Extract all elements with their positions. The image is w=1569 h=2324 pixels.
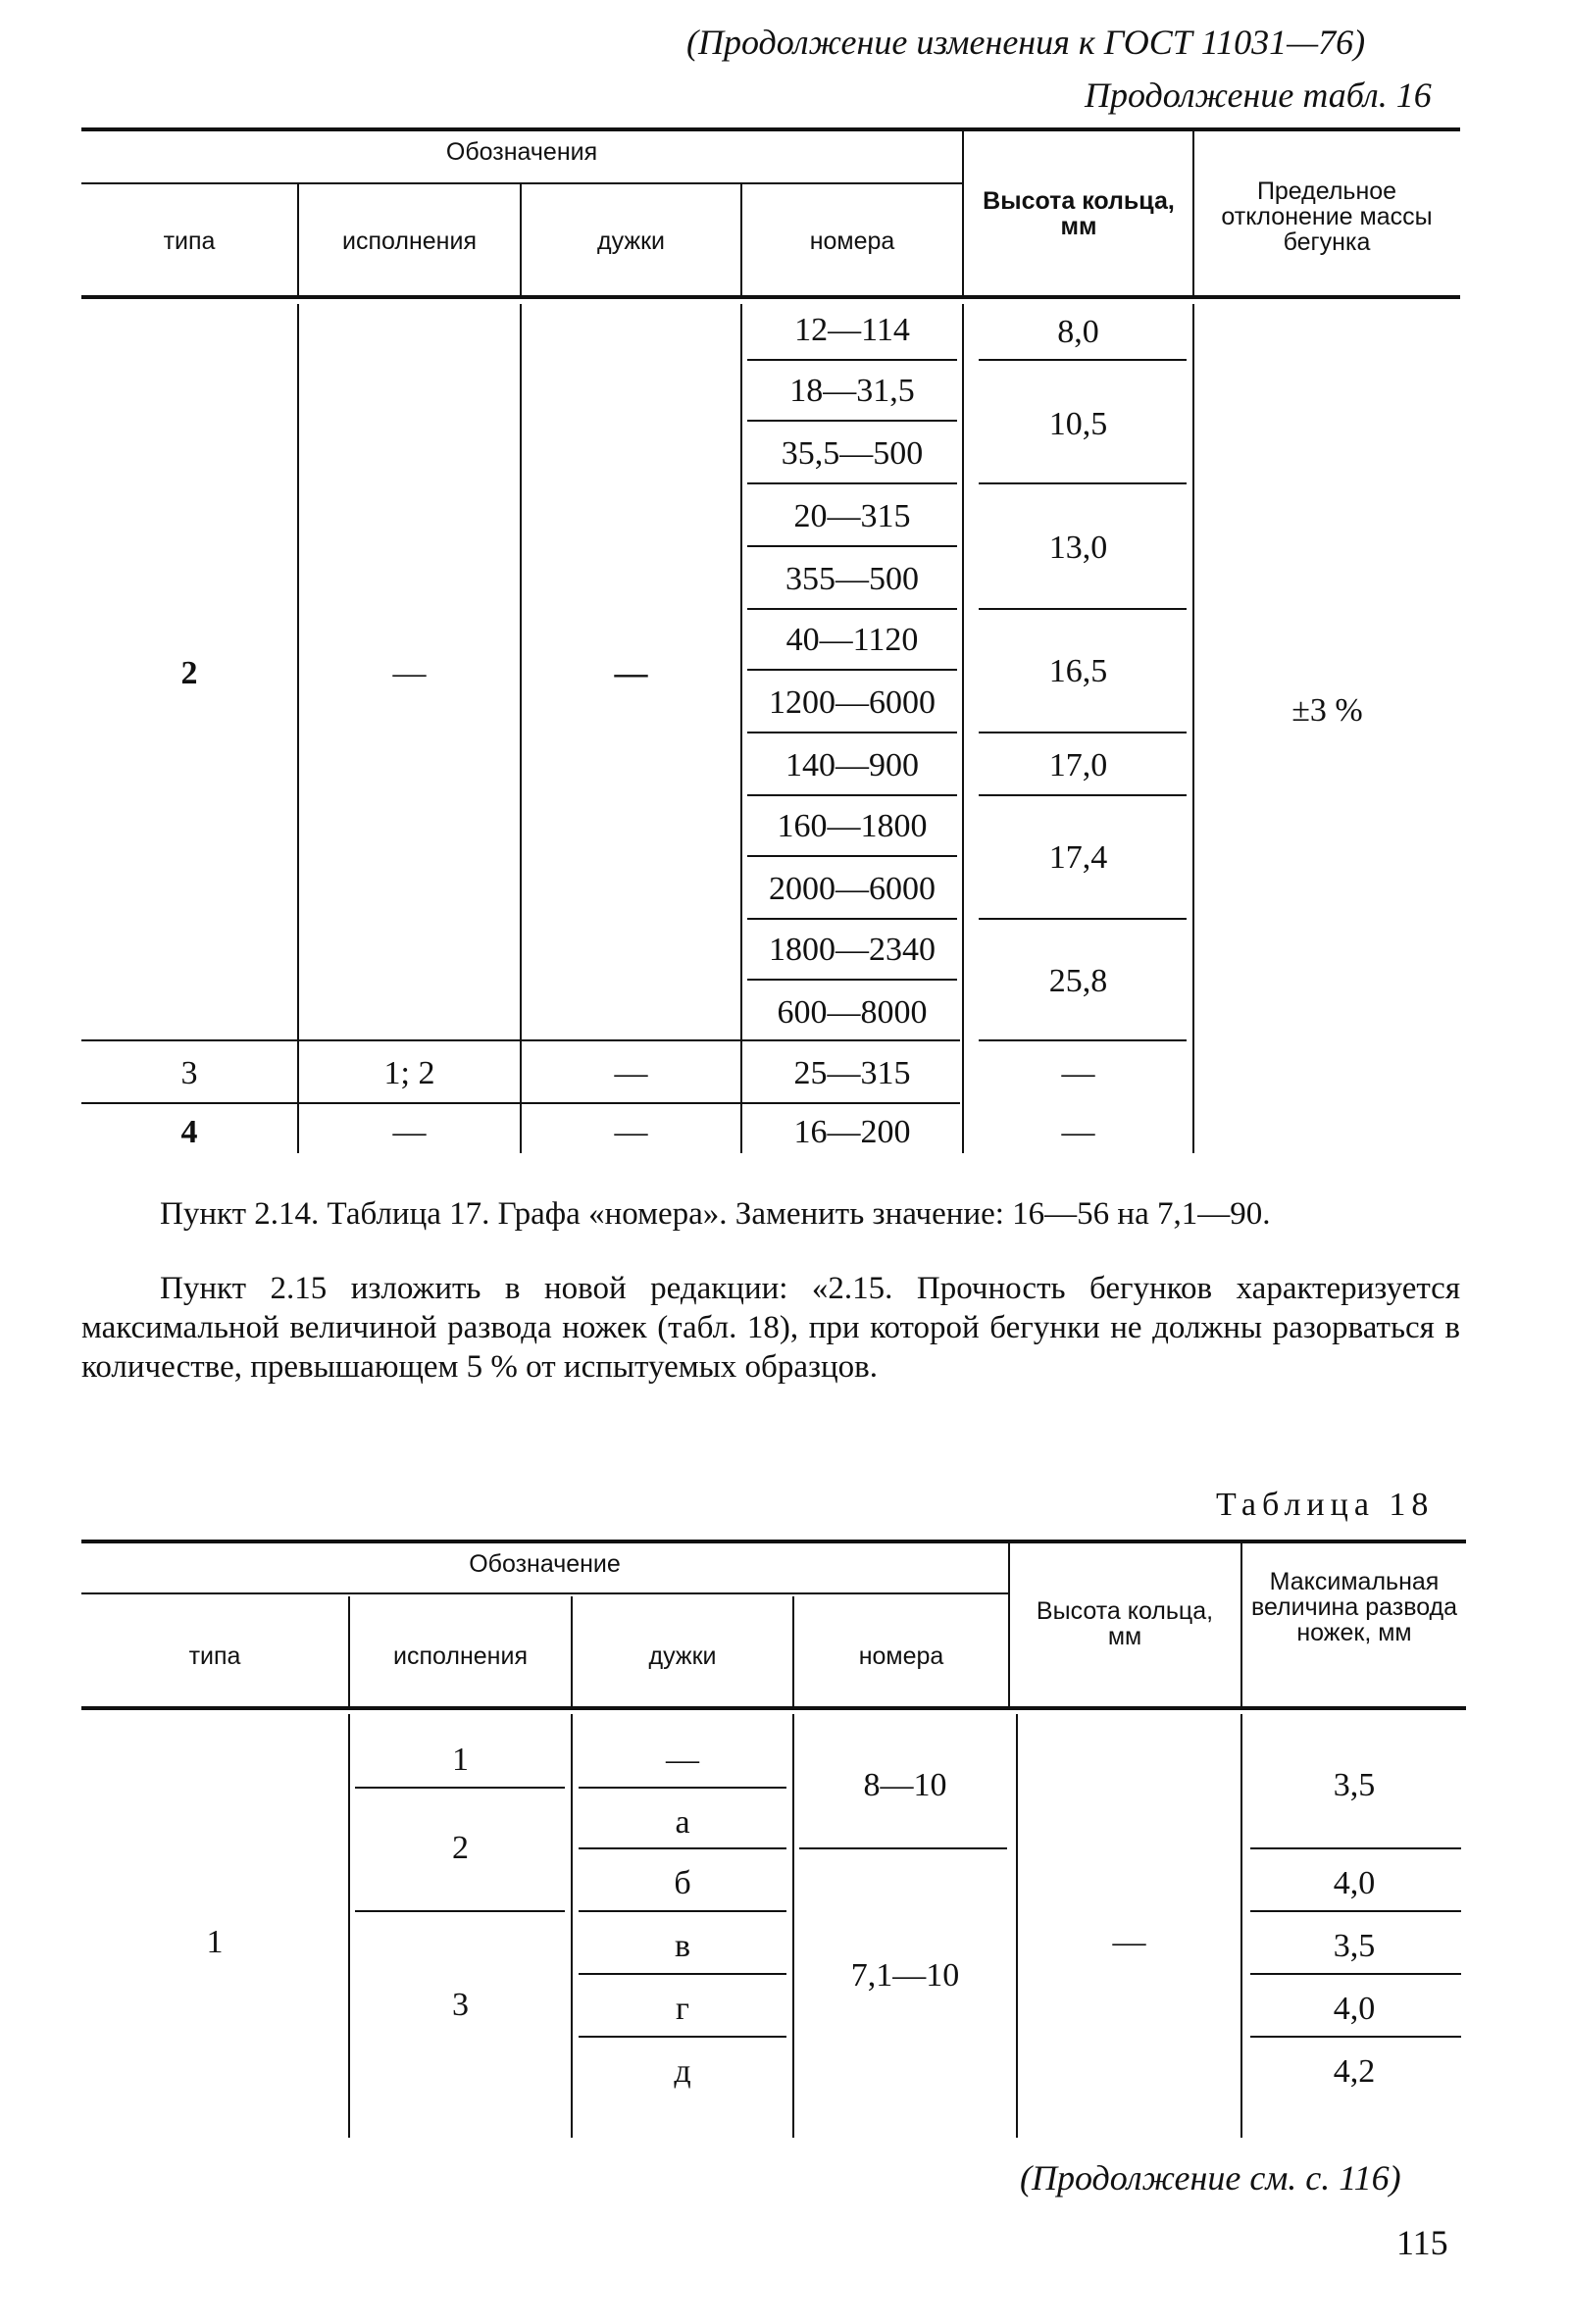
table16-row4-execution: — [392,1114,427,1150]
table16-number: 140—900 [785,747,919,783]
table16-number: 12—114 [794,312,910,348]
table18-spread: 4,0 [1333,1865,1376,1901]
table18-wire: в [674,1928,691,1964]
table16-deviation-value: ±3 % [1291,692,1363,729]
table16-height: 17,4 [1048,839,1108,876]
table18-type-1: 1 [206,1924,224,1960]
table16-number: 160—1800 [777,808,928,844]
table16-row3-type: 3 [180,1055,198,1091]
table16-header-rule [81,295,1460,299]
table16-row4-number: 16—200 [793,1114,911,1150]
table16-header-height: Высота кольца, мм [983,187,1175,240]
table18-spread: 4,0 [1333,1991,1376,2027]
table18-execution: 3 [452,1987,469,2023]
table16-header-deviation: Предельное отклонение массы бегунка [1221,177,1433,256]
table16-number: 1800—2340 [769,932,936,968]
table16-row3-number: 25—315 [793,1055,911,1091]
table16-number: 600—8000 [777,994,928,1031]
table18-header-type: типа [188,1642,241,1670]
table16-number: 1200—6000 [769,684,936,721]
table16-number: 355—500 [785,561,919,597]
table18-header-wire: дужки [648,1642,717,1670]
table16-row3-execution: 1; 2 [383,1055,435,1091]
table16-height: 13,0 [1048,530,1108,566]
table16-number: 40—1120 [785,622,919,658]
table18-height: — [1112,1924,1146,1960]
table16-header-type: типа [163,227,216,255]
table16-height: 8,0 [1057,314,1099,350]
table18-top-rule [81,1540,1466,1543]
table18-wire: д [674,2053,691,2090]
table16-row4-height: — [1061,1114,1095,1150]
table16-number: 2000—6000 [769,871,936,907]
table16-row3-wire: — [614,1055,648,1091]
header-table-continuation: Продолжение табл. 16 [1085,76,1432,115]
table18-header-height: Высота кольца, мм [1036,1597,1214,1650]
table16-row4-wire: — [614,1114,648,1150]
table18-header-execution: исполнения [393,1642,528,1670]
table18-wire: г [676,1991,689,2027]
footer-continuation: (Продолжение см. с. 116) [1020,2158,1401,2198]
table16-height: 25,8 [1048,963,1108,999]
table18-spread: 3,5 [1333,1767,1376,1803]
table16-number: 18—31,5 [789,373,915,409]
table18-spread: 4,2 [1333,2053,1376,2090]
table16-number: 20—315 [793,498,911,534]
table16-exec-2: — [392,655,427,691]
table16-top-rule [81,127,1460,131]
table16-height: 16,5 [1048,653,1108,689]
table16-type-2: 2 [180,655,198,691]
table16-group-rule [81,182,962,184]
header-amendment-line: (Продолжение изменения к ГОСТ 11031—76) [686,23,1366,62]
table18-header-group: Обозначение [469,1550,621,1578]
table16-number: 35,5—500 [781,435,924,472]
table16-header-execution: исполнения [342,227,477,255]
table18-header-rule [81,1706,1466,1710]
table18-execution: 1 [452,1742,469,1778]
table18-number: 8—10 [863,1767,947,1803]
table16-height: 17,0 [1048,747,1108,783]
table18-wire: б [674,1865,691,1901]
table18-wire: а [675,1804,690,1841]
table16-row3-height: — [1061,1055,1095,1091]
table16-wire-2: — [614,655,648,691]
table16-header-group: Обозначения [445,138,598,166]
table18-header-max-spread: Максимальная величина развода ножек, мм [1250,1568,1458,1646]
table16-row4-type: 4 [180,1114,198,1150]
table18-spread: 3,5 [1333,1928,1376,1964]
table18-number: 7,1—10 [850,1957,960,1994]
paragraph-2-14: Пункт 2.14. Таблица 17. Графа «номера». Заменить значение: 16—56 на 7,1—90. [160,1196,1271,1232]
table16-height: 10,5 [1048,406,1108,442]
table16-header-wire: дужки [597,227,665,255]
paragraph-2-15: Пункт 2.15 изложить в новой редакции: «2.15. Прочность бегунков характеризуется максимальной величиной развода ножек (табл. 18), при которой бегунки не должны разорваться в количестве, превышающем 5 % от испытуемых образцов. [81,1271,1460,1385]
table18-wire: — [666,1742,699,1778]
table18-header-number: номера [858,1642,944,1670]
page-number: 115 [1396,2223,1448,2262]
table18-execution: 2 [452,1830,469,1866]
table16-header-number: номера [809,227,895,255]
table18-caption: Таблица 18 [1216,1487,1435,1523]
